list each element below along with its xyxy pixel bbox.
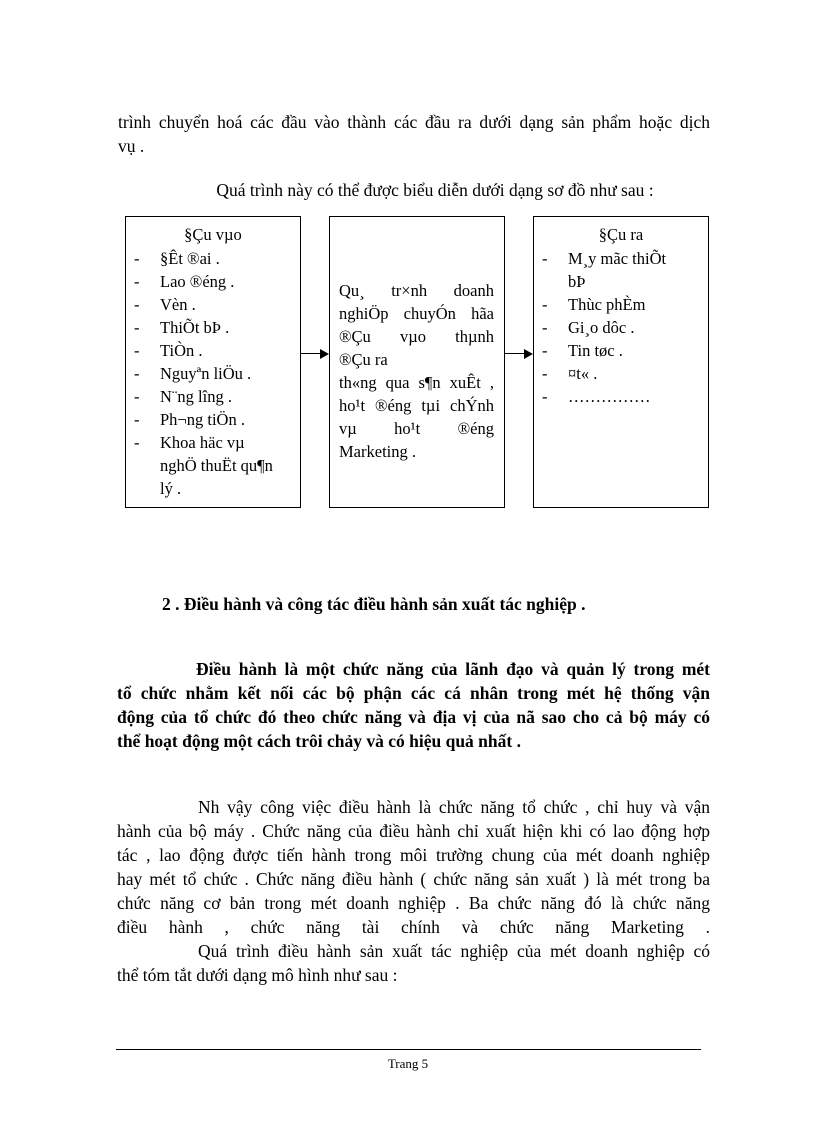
outputs-title: §Çu ra — [598, 225, 644, 244]
input-item: - Vèn . — [134, 295, 196, 314]
process-line: th«ng qua s¶n xuÊt , — [339, 373, 494, 392]
input-item: - Lao ®éng . — [134, 272, 235, 291]
body-paragraph-line: Nh vậy công việc điều hành là chức năng tổ chức , chỉ huy và vận — [198, 797, 710, 817]
body-paragraph-line: tác , lao động được tiến hành trong môi trường chung của mét doanh nghiệp — [117, 845, 710, 865]
footer-divider — [116, 1049, 701, 1050]
process-line: nghiÖp chuyÓn hãa — [339, 304, 494, 323]
output-item: - Tin tøc . — [542, 341, 623, 360]
input-item: - Khoa häc vµ nghÖ thuËt qu¶n lý . — [134, 433, 273, 498]
intro-line-1: trình chuyển hoá các đầu vào thành các đầu ra dưới dạng sản phẩm hoặc dịch — [118, 112, 710, 132]
page-number: Trang 5 — [387, 1056, 429, 1071]
process-line: vµ ho¹t ®éng — [339, 419, 494, 438]
bold-paragraph-line: thể hoạt động một cách trôi chảy và có hiệu quả nhất . — [117, 731, 521, 751]
input-item: - TiÒn . — [134, 341, 203, 360]
input-item: - Nguyªn liÖu . — [134, 364, 252, 383]
body-paragraph-line: chức năng cơ bản trong mét doanh nghiệp . Ba chức năng đó là chức năng — [117, 893, 710, 913]
input-item: - Ph¬ng tiÖn . — [134, 410, 245, 429]
body-paragraph-line: điều hành , chức năng tài chính và chức năng Marketing . — [117, 917, 710, 937]
process-line: ho¹t ®éng tµi chÝnh — [339, 396, 494, 415]
body-paragraph-line: hay mét tổ chức . Chức năng điều hành ( chức năng sản xuất ) là mét trong ba — [117, 869, 710, 889]
closing-paragraph-line: Quá trình điều hành sản xuất tác nghiệp của mét doanh nghiệp có — [198, 941, 710, 961]
bold-paragraph-line: tổ chức nhằm kết nối các bộ phận các cá nhân trong mét hệ thống vận — [117, 683, 710, 703]
arrow-right-icon — [505, 347, 533, 361]
outputs-box — [533, 216, 709, 508]
output-item: - ¤t« . — [542, 364, 598, 383]
process-box — [329, 216, 505, 508]
input-item: - ThiÕt bÞ . — [134, 318, 230, 337]
output-item: - M¸y mãc thiÕt bÞ — [542, 249, 667, 291]
output-item: - Thùc phÈm — [542, 295, 646, 314]
bold-paragraph-line: Điều hành là một chức năng của lãnh đạo và quản lý trong mét — [196, 659, 710, 679]
diagram-caption: Quá trình này có thể được biểu diễn dưới dạng sơ đồ như sau : — [216, 180, 654, 200]
process-line: Marketing . — [339, 442, 416, 461]
bold-paragraph-line: động của tổ chức đó theo chức năng và địa vị của nã sao cho cả bộ máy có — [117, 707, 710, 727]
output-item: - …………… — [542, 387, 651, 406]
input-item: - §Êt ®ai . — [134, 249, 220, 268]
body-paragraph-line: hành của bộ máy . Chức năng của điều hành chỉ xuất hiện khi có lao động hợp — [117, 821, 710, 841]
input-item: - N¨ng lîng . — [134, 387, 232, 406]
inputs-box — [125, 216, 301, 508]
arrow-right-icon — [301, 347, 329, 361]
process-line: ®Çu ra — [339, 350, 388, 369]
output-item: - Gi¸o dôc . — [542, 318, 635, 337]
closing-paragraph-line: thể tóm tắt dưới dạng mô hình như sau : — [117, 965, 398, 985]
inputs-title: §Çu vµo — [184, 225, 242, 244]
process-line: Qu¸ tr×nh doanh — [339, 281, 494, 300]
process-line: ®Çu vµo thµnh — [339, 327, 494, 346]
intro-line-2: vụ . — [118, 136, 145, 156]
section-heading: 2 . Điều hành và công tác điều hành sản xuất tác nghiệp . — [162, 594, 586, 614]
